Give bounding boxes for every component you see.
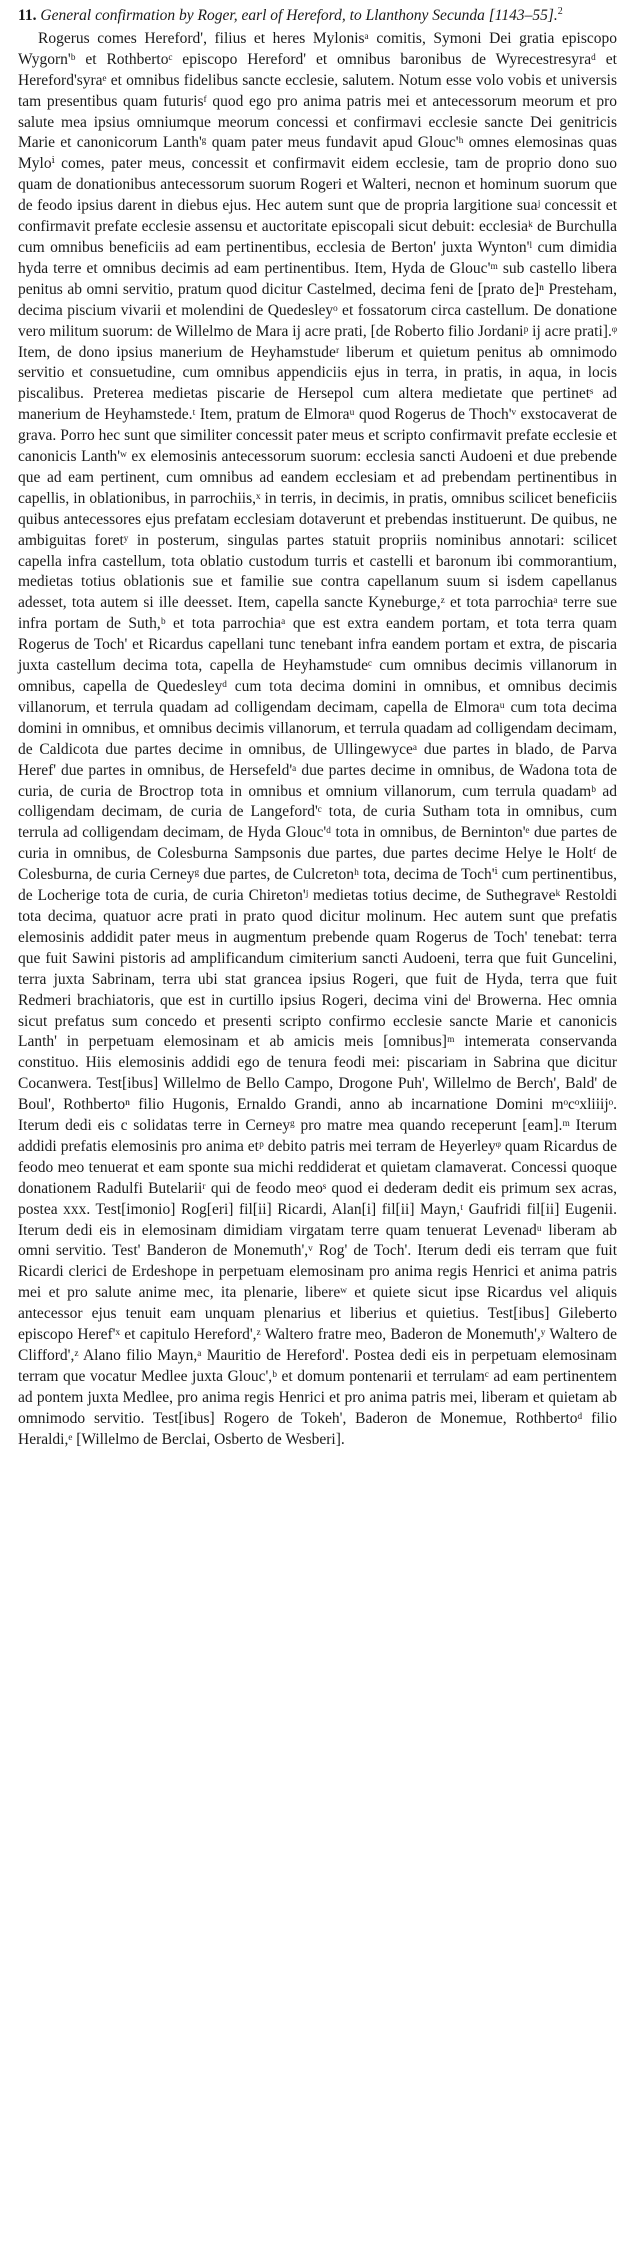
charter-number: 11. <box>18 7 37 24</box>
charter-body-text: Rogerus comes Hereford', filius et heres Mylonisᵃ comitis, Symoni Dei gratia episcopo Wygorn'ᵇ et Rothbertoᶜ episcopo Hereford' et omnibus baronibus de Wyrecestresyraᵈ et Hereford'syraᵉ et omnibus fidelibus sancte ecclesie, salutem. Notum esse volo vobis et universis tam presentibus quam futurisᶠ quod ego pro anima patris mei et antecessorum meorum et pro salute mea ipsius omniumque meorum concessi et confirmavi ecclesie sancte Dei genitricis Marie et canonicorum Lanth'ᵍ quam pater meus fundavit apud Glouc'ʰ omnes elemosinas quas Myloⁱ comes, pater meus, concessit et confirmavit eidem ecclesie, tam de proprio dono suo quam de donationibus antecessorum suorum Rogeri et Walteri, necnon et hominum suorum que de feodo ipsius darent in diebus ejus. Hec autem sunt que de propria largitione suaʲ concessit et confirmavit prefate ecclesie assensu et auctoritate episcopali sicut debuit: ecclesiaᵏ de Burchulla cum omnibus beneficiis ad eam pertinentibus, ecclesia de Berton' juxta Wynton'ˡ cum dimidia hyda terre et omnibus decimis ad eam pertinentibus. Item, Hyda de Glouc'ᵐ sub castello libera penitus ab omni servitio, pratum quod dicitur Castelmed, decima feni de [prato de]ⁿ Presteham, decima piscium vivarii et molendini de Quedesleyᵒ et fossatorum circa castellum. De donatione vero militum suorum: de Willelmo de Mara ij acre prati, [de Roberto filio Jordaniᵖ ij acre prati].ᵠ Item, de dono ipsius manerium de Heyhamstudeʳ liberum et quietum penitus ab omnimodo servitio et consuetudine, cum omnibus appendiciis ejus in terra, in pratis, in aqua, in locis piscalibus. Preterea medietas piscarie de Hersepol cum altera medietate que pertinetˢ ad manerium de Heyhamstede.ᵗ Item, pratum de Elmoraᵘ quod Rogerus de Thoch'ᵛ exstocaverat de grava. Porro hec sunt que similiter concessit pater meus et scripto confirmavit prefate ecclesie et canonicis Lanth'ʷ ex elemosinis antecessorum suorum: ecclesia sancti Audoeni et due prebende que ad eam pertinent, cum omnibus ad eandem ecclesiam et ad prebendam pertinentibus in capellis, in oblationibus, in parrochiis,ˣ in terris, in decimis, in pratis, omnibus scilicet beneficiis quibus antecessores ejus prefatam ecclesiam dotaverunt et prebendas instituerunt. De quibus, ne ambiguitas foretʸ in posterum, singulas partes statuit propriis nominibus annotari: scilicet capella infra castellum, tota oblatio custodum turris et castelli et baronum ibi commorantium, medietas totius oblationis sue et familie sue contra capellanum suum si isdem capellanus adesset, tota autem si ille deesset. Item, capella sancte Kyneburge,ᶻ et tota parrochiaᵃ terre sue infra portam de Suth,ᵇ et tota parrochiaᵃ que est extra eandem portam, et tota terra quam Rogerus de Toch' et Ricardus capellani tunc tenebant infra eandem portam et extra, de piscaria juxta castellum decima tota, capella de Heyhamstudeᶜ cum omnibus decimis villanorum in omnibus, capella de Quedesleyᵈ cum tota decima domini in omnibus, et omnibus decimis villanorum, et terrula quadam ad colligendam decimam, capella de Elmoraᵘ cum tota decima domini in omnibus, et omnibus decimis villanorum, et terrula quadam ad colligendam decimam, de Caldicota due partes decime in omnibus, de Ullingewyceᵃ due partes in blado, de Parva Heref' due partes in omnibus, de Hersefeld'ᵃ due partes decime in omnibus, de Wadona tota de curia, de curia de Broctrop tota in omnibus et omnium villanorum, cum terrula quadamᵇ ad colligendam decimam, de curia de Langeford'ᶜ tota, de curia Sutham tota in omnibus, cum terrula ad colligendam decimam, de Hyda Glouc'ᵈ tota in omnibus, de Berninton'ᵉ due partes de curia in omnibus, de Colesburna Sampsonis due partes, due partes decime Helye le Holtᶠ de Colesburna, de curia Cerneyᵍ due partes, de Culcretonʰ tota, decima de Toch'ⁱ cum pertinentibus, de Locherige tota de curia, de curia Chireton'ʲ medietas totius decime, de Suthegraveᵏ Restoldi tota decima, quatuor acre prati in prato quod dicitur molinum. Hec autem sunt que prefatis elemosinis addidit pater meus in augmentum prebende quam Rogerus de Toch' tenebat: terra que fuit Sawini pistoris ad amplificandum cimiterium sancti Audoeni, terra que fuit Guncelini, terra juxta Sabrinam, terra ubi stat grancea ipsius Rogeri, que fuit de Hyda, terra que fuit Redmeri brachiatoris, que est in curtillo ipsius Rogeri, decima vini deˡ Browerna. Hec omnia sicut prefatus sum concedo et presenti scripto confirmo ecclesie sancte Marie et canonicis Lanth' in perpetuam elemosinam et ab amicis meis [omnibus]ᵐ intemerata conservanda constituo. Hiis elemosinis addidi ego de tenura feodi mei: piscariam in Sabrina que dicitur Cocanwera. Test[ibus] Willelmo de Bello Campo, Drogone Puh', Willelmo de Berch', Bald' de Boul', Rothbertoⁿ filio Hugonis, Ernaldo Grandi, anno ab incarnatione Domini mᵒcᵒxliiijᵒ. Iterum dedi eis c solidatas terre in Cerneyᵍ pro matre mea quando receperunt [eam].ᵐ Iterum addidi prefatis elemosinis pro anima etᵖ debito patris mei terram de Heyerleyᵠ quam Ricardus de feodo meo tenuerat et eam sponte sua michi reddiderat et quietam clamaverat. Concessi quoque donationem Radulfi Butelariiʳ qui de feodo meoˢ quod ei dederam dedit eis primum sex acras, postea xxx. Test[imonio] Rog[eri] fil[ii] Ricardi, Alan[i] fil[ii] Mayn,ᵗ Gaufridi fil[ii] Eugenii. Iterum dedi eis in elemosinam dimidiam virgatam terre quam tenuerat Levenadᵘ liberam ab omni servitio. Test' Banderon de Monemuth',ᵛ Rog' de Toch'. Iterum dedi eis terram que fuit Ricardi clerici de Erdeshope in perpetuam elemosinam pro anima regis Henrici et anima patris mei et pro salute anime mec, ita plenarie, libereʷ et quiete sicut ipse Ricardus vel aliquis antecessor ejus tenuit eam unquam plenarius et liberius et quietius. Test[ibus] Gileberto episcopo Heref'ˣ et capitulo Hereford',ᶻ Waltero fratre meo, Baderon de Monemuth',ʸ Waltero de Clifford',ᶻ Alano filio Mayn,ᵃ Mauritio de Hereford'. Postea dedi eis in perpetuam elemosinam terram que vocatur Medlee juxta Glouc',ᵇ et domum pontenarii et terrulamᶜ ad eam pertinentem ad pontem juxta Medlee, pro anima regis Henrici et pro anima patris mei, liberam et quietam ab omnimodo servitio. Test[ibus] Rogero de Tokeh', Baderon de Monemue, Rothbertoᵈ filio Heraldi,ᵉ [Willelmo de Berclai, Osberto de Wesberi]. <box>18 29 617 1448</box>
heading-footnote-marker: 2 <box>557 5 563 17</box>
charter-heading <box>18 6 617 27</box>
charter-title: General confirmation by Roger, earl of Hereford, to Llanthony Secunda [1143–55]. <box>40 7 558 24</box>
